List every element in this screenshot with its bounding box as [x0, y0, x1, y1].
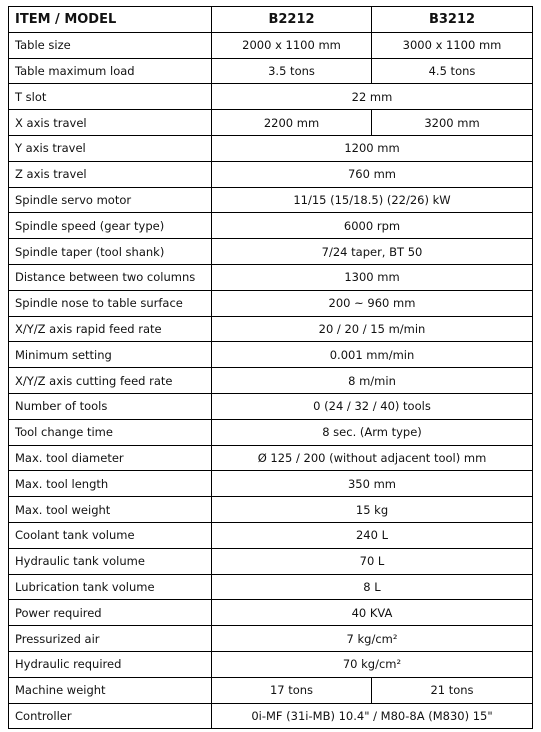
table-row: [9, 290, 533, 316]
table-row: [9, 522, 533, 548]
table-row: [9, 600, 533, 626]
spec-label: X/Y/Z axis cutting feed rate: [9, 368, 212, 394]
spec-value-shared: 8 L: [212, 574, 533, 600]
spec-value-model-b: 3200 mm: [372, 110, 533, 136]
table-row: [9, 264, 533, 290]
spec-label: Table size: [9, 32, 212, 58]
spec-value-shared: 20 / 20 / 15 m/min: [212, 316, 533, 342]
table-row: [9, 393, 533, 419]
spec-value-shared: 240 L: [212, 522, 533, 548]
spec-value-model-a: 17 tons: [212, 677, 372, 703]
spec-label: Max. tool diameter: [9, 445, 212, 471]
table-row: [9, 368, 533, 394]
spec-label: T slot: [9, 84, 212, 110]
table-row: [9, 342, 533, 368]
spec-value-shared: 7/24 taper, BT 50: [212, 239, 533, 265]
table-row: [9, 135, 533, 161]
spec-label: Distance between two columns: [9, 264, 212, 290]
table-row: [9, 651, 533, 677]
table-row: [9, 110, 533, 136]
spec-label: Spindle servo motor: [9, 187, 212, 213]
spec-value-shared: 0i-MF (31i-MB) 10.4" / M80-8A (M830) 15": [212, 703, 533, 729]
spec-value-shared: 8 m/min: [212, 368, 533, 394]
spec-value-shared: 200 ~ 960 mm: [212, 290, 533, 316]
table-row: [9, 445, 533, 471]
spec-label: Spindle taper (tool shank): [9, 239, 212, 265]
spec-value-shared: 40 KVA: [212, 600, 533, 626]
spec-value-model-a: 2000 x 1100 mm: [212, 32, 372, 58]
table-row: [9, 677, 533, 703]
spec-label: Controller: [9, 703, 212, 729]
spec-value-shared: 15 kg: [212, 497, 533, 523]
spec-value-shared: 6000 rpm: [212, 213, 533, 239]
spec-label: Hydraulic tank volume: [9, 548, 212, 574]
table-row: [9, 497, 533, 523]
spec-label: Z axis travel: [9, 161, 212, 187]
spec-value-shared: 70 kg/cm²: [212, 651, 533, 677]
spec-label: Power required: [9, 600, 212, 626]
spec-value-shared: 70 L: [212, 548, 533, 574]
table-row: [9, 239, 533, 265]
spec-value-shared: 11/15 (15/18.5) (22/26) kW: [212, 187, 533, 213]
table-row: [9, 574, 533, 600]
spec-value-shared: 0 (24 / 32 / 40) tools: [212, 393, 533, 419]
spec-label: Spindle speed (gear type): [9, 213, 212, 239]
spec-label: Spindle nose to table surface: [9, 290, 212, 316]
table-row: [9, 316, 533, 342]
header-model-b: B3212: [372, 7, 533, 33]
spec-label: Pressurized air: [9, 626, 212, 652]
table-row: [9, 471, 533, 497]
spec-value-shared: 22 mm: [212, 84, 533, 110]
spec-label: Minimum setting: [9, 342, 212, 368]
table-row: [9, 419, 533, 445]
table-row: [9, 161, 533, 187]
spec-value-shared: 1200 mm: [212, 135, 533, 161]
table-row: [9, 626, 533, 652]
spec-value-shared: 1300 mm: [212, 264, 533, 290]
table-row: [9, 548, 533, 574]
spec-label: X axis travel: [9, 110, 212, 136]
spec-label: Machine weight: [9, 677, 212, 703]
table-row: [9, 703, 533, 729]
spec-label: Y axis travel: [9, 135, 212, 161]
header-item-model: ITEM / MODEL: [9, 7, 212, 33]
spec-label: Max. tool weight: [9, 497, 212, 523]
spec-value-shared: 760 mm: [212, 161, 533, 187]
spec-value-model-b: 3000 x 1100 mm: [372, 32, 533, 58]
header-row: [9, 7, 533, 33]
spec-label: Tool change time: [9, 419, 212, 445]
spec-value-model-a: 2200 mm: [212, 110, 372, 136]
spec-value-shared: 0.001 mm/min: [212, 342, 533, 368]
spec-value-model-b: 21 tons: [372, 677, 533, 703]
spec-label: Hydraulic required: [9, 651, 212, 677]
spec-label: Number of tools: [9, 393, 212, 419]
header-model-a: B2212: [212, 7, 372, 33]
spec-table: [8, 6, 533, 729]
table-row: [9, 32, 533, 58]
table-row: [9, 213, 533, 239]
spec-label: X/Y/Z axis rapid feed rate: [9, 316, 212, 342]
spec-label: Lubrication tank volume: [9, 574, 212, 600]
spec-label: Coolant tank volume: [9, 522, 212, 548]
spec-value-shared: 350 mm: [212, 471, 533, 497]
spec-body: [9, 32, 533, 729]
table-row: [9, 187, 533, 213]
table-row: [9, 84, 533, 110]
spec-label: Table maximum load: [9, 58, 212, 84]
spec-value-shared: 7 kg/cm²: [212, 626, 533, 652]
spec-value-model-b: 4.5 tons: [372, 58, 533, 84]
table-row: [9, 58, 533, 84]
spec-value-shared: 8 sec. (Arm type): [212, 419, 533, 445]
spec-value-model-a: 3.5 tons: [212, 58, 372, 84]
spec-value-shared: Ø 125 / 200 (without adjacent tool) mm: [212, 445, 533, 471]
spec-label: Max. tool length: [9, 471, 212, 497]
